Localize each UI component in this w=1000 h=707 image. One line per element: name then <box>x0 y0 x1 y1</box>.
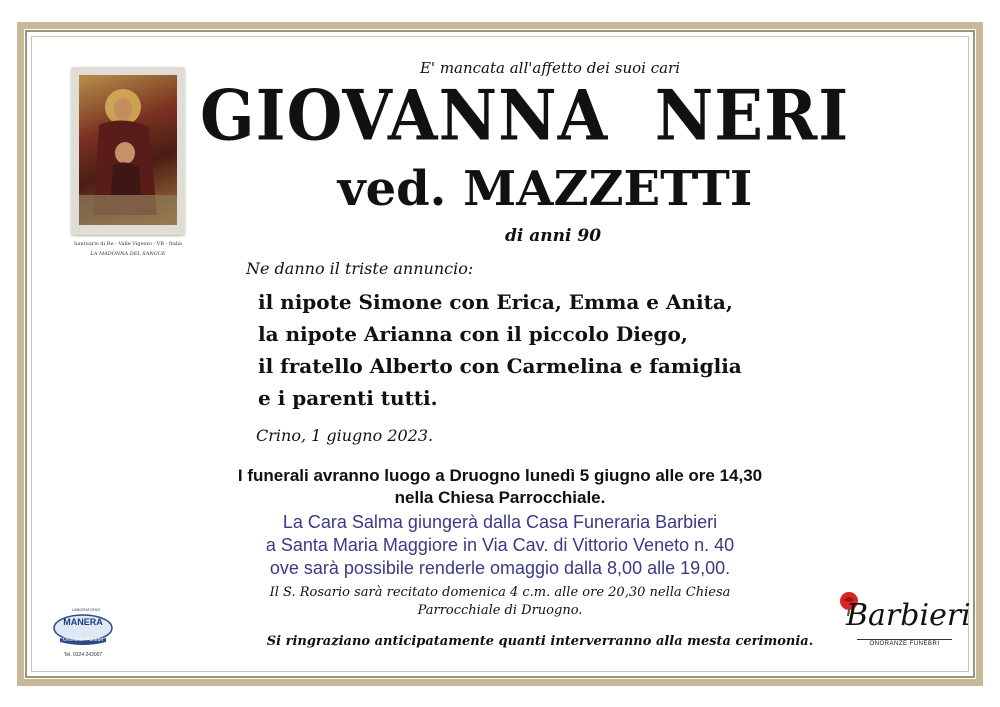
madonna-figure-icon <box>79 75 177 225</box>
manera-logo-top: LABORATORIO <box>71 607 101 612</box>
announcement-line: il nipote Simone con Erica, Emma e Anita, <box>258 290 733 314</box>
deceased-name: GIOVANNA NERI <box>200 75 850 157</box>
announcement-line: la nipote Arianna con il piccolo Diego, <box>258 322 688 346</box>
manera-name: MANERA <box>63 617 103 627</box>
funeral-line1: I funerali avranno luogo a Druogno lunedì 5 giugno alle ore 14,30 <box>237 466 763 485</box>
manera-phone: Tel. 0324 243007 <box>63 652 103 658</box>
funeral-line2: nella Chiesa Parrocchiale. <box>394 488 606 507</box>
place-date: Crino, 1 giugno 2023. <box>256 426 434 445</box>
manera-subtitle: Onoranze Funebri <box>62 637 104 643</box>
age: di anni 90 <box>505 226 602 246</box>
salma-line1: La Cara Salma giungerà dalla Casa Funeraria Barbieri <box>282 512 718 532</box>
announcement-list <box>258 286 742 414</box>
madonna-image <box>71 67 185 235</box>
thanks-line: Si ringraziano anticipatamente quanti interverranno alla mesta cerimonia. <box>266 634 814 649</box>
widow-of: ved. MAZZETTI <box>337 161 753 217</box>
rosary-line1: Il S. Rosario sarà recitato domenica 4 c.m. alle ore 20,30 nella Chiesa <box>269 585 731 600</box>
barbieri-subtitle: ONORANZE FUNEBRI <box>869 641 940 647</box>
barbieri-divider <box>857 639 952 640</box>
barbieri-logo-text: Barbieri <box>846 598 971 633</box>
intro-text: E' mancata all'affetto dei suoi cari <box>419 59 681 77</box>
rosary-line2: Parrocchiale di Druogno. <box>417 603 583 618</box>
salma-line3: ove sarà possibile renderle omaggio dalla 8,00 alle 19,00. <box>269 558 731 578</box>
announcement-line: e i parenti tutti. <box>258 386 438 410</box>
announcement-line: il fratello Alberto con Carmelina e famiglia <box>258 354 742 378</box>
announcement-intro: Ne danno il triste annuncio: <box>246 259 474 278</box>
madonna-painting <box>79 75 177 225</box>
salma-line2: a Santa Maria Maggiore in Via Cav. di Vittorio Veneto n. 40 <box>265 535 735 555</box>
image-caption-line2: LA MADONNA DEL SANGUE <box>90 251 166 257</box>
image-caption-line1: Santuario di Re - Valle Vigezzo - VB - Italia <box>73 241 182 247</box>
